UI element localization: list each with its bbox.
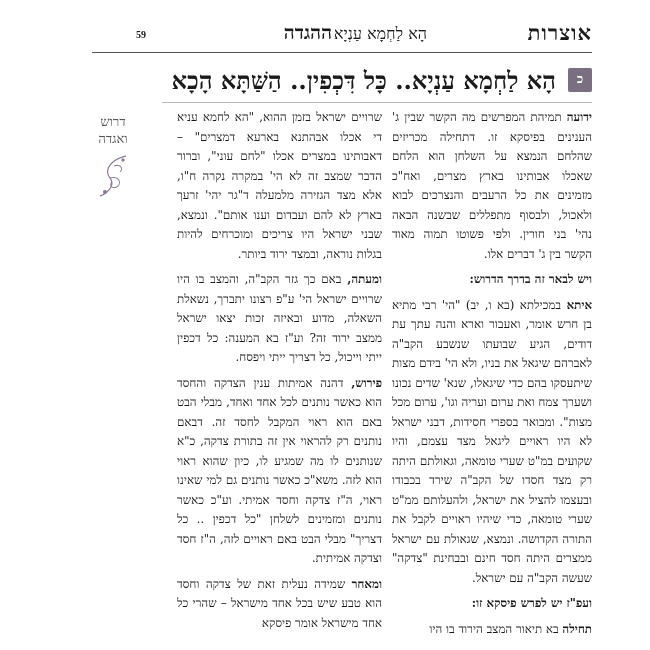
paragraph-text: באם כך גזר הקב"ה, והמצב בו היו שרויים ישראל הי' ע"פ רצונו יתברך, נשאלת השאלה, מדוע ובאיזה זכות יצאו ישראל ממצב ירוד זה? וע"ז בא המענה: כל דכפין ייתי וייכול, כל דצריך ייתי ויפסח. — [177, 272, 382, 364]
paragraph-text: דהנה אמיתות ענין הצדקה והחסד הוא כאשר נותנים לכל אחד ואחד, מבלי הבט באם הוא ראוי המקבל לחסד זה. דבאם נותנים רק להראוי אין זה בתורת צדקה, כ"א שנותנים לו מה שמגיע לו, כיון שהוא ראוי הוא לזה. משא"כ כאשר נותנים גם למי שאינו ראוי, ה"ז צדקה וחסד אמיתי. וע"כ כאשר נותנים ומזמינים לשלחן "כל דכפין .. כל דצריך" מבלי הבט באם ראויים לזה, ה"ז חסד וצדקה אמיתית. — [177, 375, 382, 565]
lead-word: ומאחר — [351, 576, 382, 591]
paragraph-text: שרויים ישראל בזמן ההוא, "הא לחמא עניא די אכלו אבהתנא בארעא דמצרים" – דאבותינו במצרים אכלו "לחם עוני", וברור הדבר שמצב זה לא הי' במקרה נקרה ח"ו, אלא מצד הגזירה מלמעלה ד"גר יהי' זרעך בארץ לא להם ועבדום וענו אותם". ונמצא, שבני ישראל היו צריכים ומוכרחים להיות בגלות נוראה, ובמצד ירוד ביותר. — [177, 110, 382, 261]
section-title-bar — [162, 62, 592, 103]
side-label: דרוש ואגדה — [98, 115, 128, 147]
running-head — [92, 18, 592, 53]
paragraph — [177, 374, 382, 569]
lead-word: ומעתה, — [347, 272, 382, 286]
paragraph — [177, 270, 382, 368]
paragraph — [392, 108, 592, 264]
running-head-section: הָא לַחְמָא עַנְיָא — [333, 24, 427, 43]
floral-ornament-icon — [96, 152, 132, 200]
paragraph-text: במכילתא (בא ו, יב) "הי' רבי מתיא בן חרש אומר, ואעבור וארא והנה עתך עת דודים, הגיע שבועתו שנשבע הקב"ה לאברהם שיגאל את בניו, ולא הי' בידם מצות שיתעסקו בהם כדי שיגאלו, שנא' שדים נכונו ושערך צמח ואת ערום ועריה וגו', ערום מכל מצות". ומבואר בספרי חסידות, דבני ישראל לא היו ראויים ליגאל מצד עצמם, והיו שקועים במ"ט שערי טומאה, וגאולתם היתה רק מצד חסדו של הקב"ה שירד בכבודו ובעצמו להציל את ישראל, ולהעלותם ממ"ט שערי טומאה, כדי שיהיו ראויים לקבל את התורה הקדושה. ונמצא, שגאולת עם ישראל ממצרים היתה חסד חינם ובבחינת "צדקה" שעשה הקב"ה עם ישראל. — [391, 297, 592, 585]
section-badge: כ — [568, 68, 592, 92]
running-head-haggadah: ההגדה — [283, 22, 332, 44]
section-title: הָא לַחְמָא עַנְיָא.. כָּל דִּכְפִין.. הַשַּׁתָּא הָכָא — [171, 66, 556, 95]
paragraph — [177, 575, 382, 634]
paragraph-text: תמיהת המפרשים מה הקשר שבין ג' הענינים בפיסקא זו. דתחילה מכריזים שהלחם הנמצא על השלחן הוא הלחם שאכלו אבותינו בארץ מצרים, ואח"כ מזמינים את כל הרעבים והנצרכים לבוא ולאכול, ולבסוף מתפללים שבשנה הבאה נהי' בני חורין. ולפי פשוטו תמוה מאוד הקשר בין ג' דברים אלו. — [392, 110, 592, 261]
lead-word: תחילה — [562, 621, 592, 636]
paragraph — [392, 296, 592, 589]
paragraph-text: שמידה נעלית זאת של צדקה וחסד הוא טבע שיש בכל אחד מישראל – שהרי כל אחד מישראל אומר פיסקא — [177, 576, 382, 630]
subheading: ויש לבאר זה בדרך הדרוש: — [469, 272, 592, 286]
right-column — [392, 108, 592, 639]
running-head-book-title: אוצרות — [527, 20, 592, 45]
page-number: 59 — [136, 30, 146, 41]
subheading: ועפ"ז יש לפרש פיסקא זו: — [471, 596, 592, 610]
paragraph-text: בא תיאור המצב הירוד בו היו — [429, 621, 559, 636]
lead-word: פירוש, — [351, 375, 382, 390]
left-column — [177, 108, 382, 633]
lead-word: ידועה — [566, 110, 592, 124]
page — [92, 18, 592, 638]
paragraph — [392, 620, 592, 640]
lead-word: איתא — [566, 297, 593, 312]
